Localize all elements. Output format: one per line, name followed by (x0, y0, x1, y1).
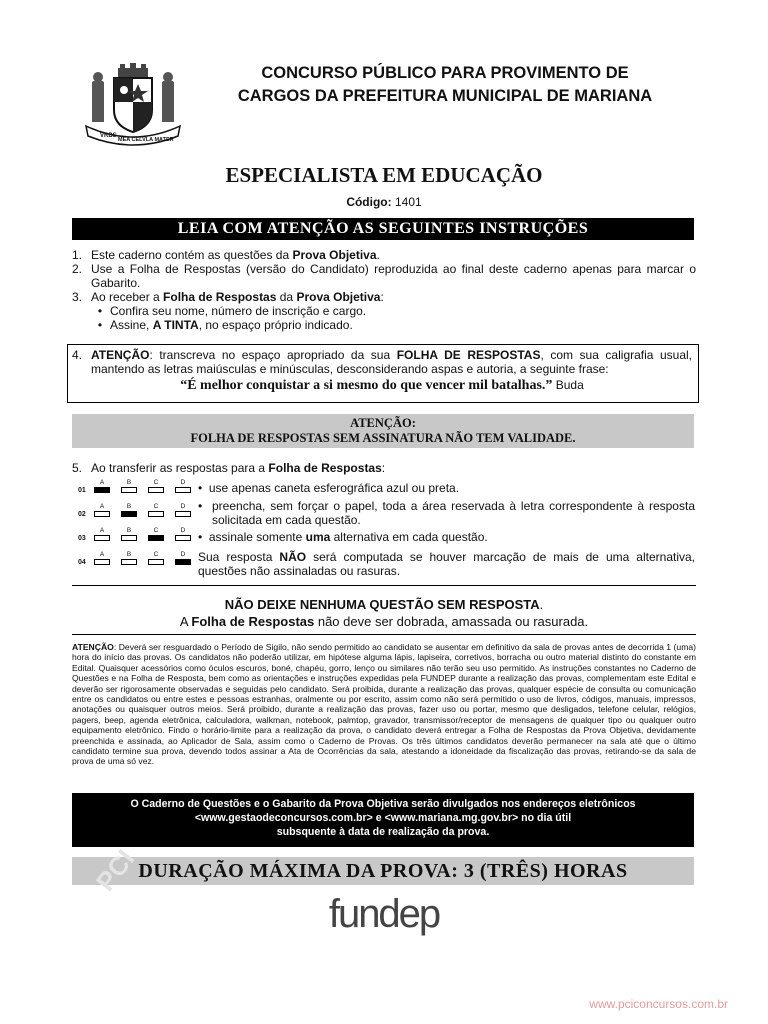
bubble-letter: D (180, 551, 186, 558)
bubble-letter: D (180, 527, 186, 534)
item-text: Ao transferir as respostas para a (91, 461, 269, 475)
rule-text: use apenas caneta esferográfica azul ou preta. (208, 481, 460, 495)
bubble-empty (148, 487, 164, 493)
bubble-letter: C (153, 527, 159, 534)
answer-bubble-examples (76, 476, 196, 576)
fine-print-bold: ATENÇÃO (72, 642, 114, 652)
question-number: 04 (78, 559, 86, 566)
bubble-row (76, 527, 206, 544)
bullet-text: , no espaço próprio indicado. (198, 318, 353, 332)
item-number: 1. (72, 248, 83, 262)
question-number: 02 (78, 511, 86, 518)
fine-print-rules (72, 642, 696, 767)
exam-title: ESPECIALISTA EM EDUCAÇÃO (225, 163, 543, 187)
question-number: 01 (78, 487, 86, 494)
bullet-icon: • (198, 481, 203, 495)
rule-bold: uma (305, 530, 331, 544)
bullet-icon: • (97, 318, 103, 332)
municipal-crest-logo (78, 62, 188, 146)
no-blank-answers-notice (0, 596, 768, 630)
rule-bold: NÃO (279, 550, 307, 564)
exam-code (0, 195, 768, 209)
warning-line-1: ATENÇÃO: (350, 416, 416, 430)
item-text: . (376, 248, 380, 262)
bubble-row (76, 503, 206, 520)
exam-header (190, 62, 700, 108)
warning-line-2: FOLHA DE RESPOSTAS SEM ASSINATURA NÃO TEM VALIDADE. (190, 431, 576, 445)
fundep-logo-text: fundep (328, 893, 440, 936)
item-text: Ao receber a (91, 290, 164, 304)
item-text: : (380, 290, 384, 304)
bubble-letter: A (99, 503, 105, 510)
answer-rule-2 (198, 499, 695, 527)
item-number: 2. (72, 262, 83, 276)
results-publication-notice (72, 793, 694, 847)
instructions-heading: LEIA COM ATENÇÃO AS SEGUINTES INSTRUÇÕES (72, 218, 694, 240)
bubble-filled (121, 511, 137, 517)
notice-text: . (539, 597, 544, 612)
notice-text: não deve ser dobrada, amassada ou rasurada. (314, 614, 589, 629)
bubble-empty (121, 487, 137, 493)
crest-motto-left: VRBS (100, 133, 117, 139)
divider (72, 585, 696, 586)
instruction-item-4-box (67, 344, 699, 403)
bubble-letter: C (153, 551, 159, 558)
item-bold: Folha de Respostas (163, 290, 277, 304)
bubble-letter: B (126, 527, 132, 534)
bubble-letter: C (153, 503, 159, 510)
bubble-letter: A (99, 479, 105, 486)
bubble-letter: B (126, 479, 132, 486)
bubble-letter: B (126, 551, 132, 558)
item-bold: Prova Objetiva (296, 290, 381, 304)
item-text: Este caderno contém as questões da (91, 248, 293, 262)
bubble-empty (175, 535, 191, 541)
bubble-empty (94, 559, 110, 565)
item-bold: ATENÇÃO (91, 348, 150, 362)
code-label: Código: (346, 195, 392, 209)
fundep-logo (324, 893, 444, 943)
item-text: , com sua caligrafia usual, mantendo as letras maiúsculas e minúsculas, desconsiderando aspas e autoria, a seguinte frase: (91, 348, 693, 376)
rule-text: Sua resposta (198, 550, 280, 564)
notice-bold: NÃO DEIXE NENHUMA QUESTÃO SEM RESPOSTA (224, 597, 540, 612)
publication-line-1: O Caderno de Questões e o Gabarito da Prova Objetiva serão divulgados nos endereços eletrônicos (130, 798, 636, 810)
quote-author: Buda (552, 378, 584, 392)
bubble-letter: A (99, 551, 105, 558)
bubble-letter: A (99, 527, 105, 534)
bullet-icon: • (97, 304, 103, 318)
bullet-icon: • (198, 499, 203, 513)
notice-text: A (179, 614, 192, 629)
bullet-text: Confira seu nome, número de inscrição e cargo. (110, 304, 367, 318)
bubble-row (76, 551, 206, 568)
answer-rule-4 (198, 550, 695, 578)
item-number: 3. (72, 290, 83, 304)
item-number: 4. (72, 348, 83, 362)
instruction-item-1 (72, 248, 696, 262)
publication-line-3: subsquente à data de realização da prova. (276, 826, 490, 838)
bubble-empty (121, 559, 137, 565)
bubble-row (76, 479, 206, 496)
divider (72, 634, 696, 635)
header-line-1: CONCURSO PÚBLICO PARA PROVIMENTO DE (261, 64, 629, 82)
bubble-filled (94, 487, 110, 493)
bullet-text: Assine, (110, 318, 153, 332)
rule-text: alternativa em cada questão. (330, 530, 488, 544)
rule-text: preencha, sem forçar o papel, toda a área reservada à letra correspondente à resposta solicitada em cada questão. (212, 499, 695, 527)
bullet-icon: • (198, 530, 203, 544)
instruction-bullet-1 (72, 304, 696, 318)
bubble-empty (94, 535, 110, 541)
exam-duration-banner: DURAÇÃO MÁXIMA DA PROVA: 3 (TRÊS) HORAS (72, 857, 694, 885)
header-line-2: CARGOS DA PREFEITURA MUNICIPAL DE MARIANA (237, 87, 653, 105)
signature-warning (72, 414, 694, 448)
bubble-filled (175, 559, 191, 565)
bubble-letter: D (180, 503, 186, 510)
quote-text: “É melhor conquistar a si mesmo do que vencer mil batalhas.” (180, 378, 553, 393)
rule-text: assinale somente (208, 530, 306, 544)
instruction-item-2 (72, 262, 696, 290)
transcription-quote (72, 378, 692, 393)
bullet-bold: A TINTA (152, 318, 199, 332)
publication-line-2: <www.gestaodeconcursos.com.br> e <www.mariana.mg.gov.br> no dia útil (194, 812, 572, 824)
bubble-letter: C (153, 479, 159, 486)
rule-text: será computada se houver marcação de mais de uma alternativa, questões não assinaladas ou rasuras. (198, 550, 696, 578)
bubble-empty (94, 511, 110, 517)
bubble-filled (148, 535, 164, 541)
question-number: 03 (78, 535, 86, 542)
instructions-list (72, 248, 696, 332)
notice-bold: Folha de Respostas (191, 614, 315, 629)
item-bold: FOLHA DE RESPOSTAS (396, 348, 541, 362)
instruction-bullet-2 (72, 318, 696, 332)
item-bold: Prova Objetiva (292, 248, 377, 262)
bubble-empty (121, 535, 137, 541)
bubble-empty (148, 511, 164, 517)
bubble-empty (148, 559, 164, 565)
bubble-letter: B (126, 503, 132, 510)
bubble-empty (175, 511, 191, 517)
bubble-empty (175, 487, 191, 493)
watermark: PCI (90, 843, 141, 897)
item-text: da (276, 290, 297, 304)
answer-rule-1 (198, 481, 695, 495)
item-text: : (381, 461, 386, 475)
code-value: 1401 (394, 195, 422, 209)
item-bold: Folha de Respostas (268, 461, 382, 475)
item-number: 5. (72, 461, 83, 475)
fine-print-text: : Deverá ser resguardado o Período de Sigilo, não sendo permitido ao candidato se ausentar em definitivo da sala de provas antes de decorrida 1 (uma) hora do início das provas. Os candidatos não poderão utilizar, em hipótese alguma lápis, lapiseira, corretivos, borracha ou outro material distinto do constante em Edital. Quaisquer acessórios como óculos escuros, boné, chapéu, gorro, lenço ou similares não terão seu uso permitido. As instruções constantes no Caderno de Questões e na Folha de Resposta, bem como as orientações e instruções expedidas pela FUNDEP durante a realização das provas, complementam este Edital e deverão ser rigorosamente observadas e seguidas pelo candidato. Será proibida, durante a realização das provas, qualquer espécie de consulta ou comunicação entre os candidatos ou entre estes e pessoas estranhas, oralmente ou por escrito, assim como não será permitido o uso de livros, códigos, manuais, impressos, anotações ou quaisquer outros meios. Será proibido, durante a realização das provas, fazer uso ou portar, mesmo que desligados, telefone celular, relógios, pagers, beep, agenda eletrônica, calculadora, walkman, notebook, palmtop, gravador, transmissor/receptor de mensagens de qualquer tipo ou qualquer outro equipamento eletrônico. Findo o horário-limite para a realização da prova, o candidato deverá entregar a Folha de Respostas da Prova Objetiva, devidamente preenchida e assinada, ao Aplicador de Sala, assim como o Caderno de Provas. Os três últimos candidatos deverão permanecer na sala até que o último candidato termine sua prova, devendo todos assinar a Ata de Ocorrências da sala, atestando a idoneidade da fiscalização das provas, retirando-se da sala de prova de uma só vez. (72, 642, 696, 767)
item-text: Use a Folha de Respostas (versão do Candidato) reproduzida ao final deste caderno apenas para marcar o Gabarito. (91, 262, 696, 290)
source-site-watermark: www.pciconcursos.com.br (589, 997, 728, 1011)
instruction-item-5 (72, 461, 696, 475)
crest-motto-right: MEA CELVLA MATER (118, 137, 174, 143)
instruction-item-3 (72, 290, 696, 304)
bubble-letter: D (180, 479, 186, 486)
answer-rule-3 (198, 530, 695, 544)
item-text: : transcreva no espaço apropriado da sua (149, 348, 397, 362)
